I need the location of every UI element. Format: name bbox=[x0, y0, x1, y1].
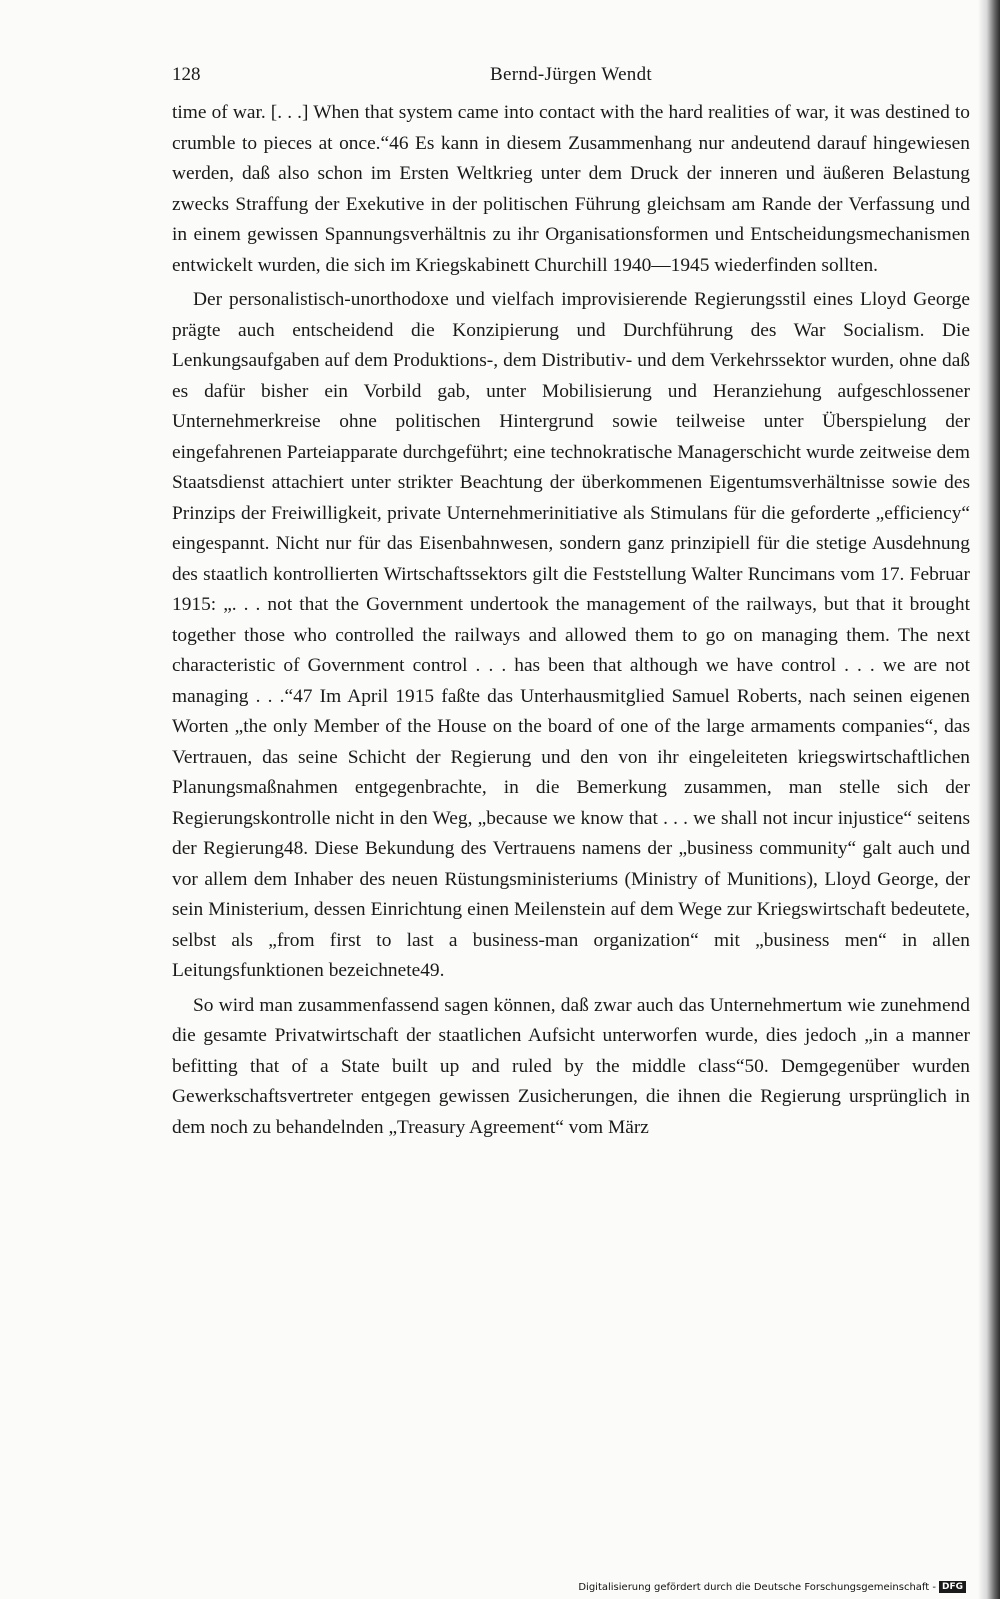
page-number: 128 bbox=[172, 64, 201, 85]
digitization-credit bbox=[578, 1581, 966, 1593]
running-head-author: Bernd-Jürgen Wendt bbox=[489, 64, 652, 85]
paragraph-3: So wird man zusammenfassend sagen können, daß zwar auch das Unternehmertum wie zunehmend die gesamte Privatwirtschaft der staatlichen Aufsicht unterworfen wurde, dies jedoch „in a manner befitting that of a State built up and ruled by the middle class“50. Demgegenüber wurden Gewerkschaftsvertreter entgegen gewissen Zusicherungen, die ihnen die Regierung ursprünglich in dem noch zu behandelnden „Treasury Agreement“ vom März bbox=[172, 994, 970, 1138]
dfg-logo: DFG bbox=[939, 1581, 966, 1593]
credit-text: Digitalisierung gefördert durch die Deutsche Forschungsgemeinschaft - bbox=[578, 1581, 936, 1593]
paragraph-2: Der personalistisch-unorthodoxe und vielfach improvisierende Regierungsstil eines Lloyd George prägte auch entscheidend die Konzipierung und Durchführung des War Socialism. Die Lenkungsaufgaben auf dem Produktions-, dem Distributiv- und dem Verkehrssektor wurden, ohne daß es dafür bisher ein Vorbild gab, unter Mobilisierung und Heranziehung aufgeschlossener Unternehmerkreise ohne politischen Hintergrund sowie teilweise unter Überspielung der eingefahrenen Parteiapparate durchgeführt; eine technokratische Managerschicht wurde zeitweise dem Staatsdienst attachiert unter strikter Beachtung der überkommenen Eigentumsverhältnisse sowie des Prinzips der Freiwilligkeit, private Unternehmerinitiative als Stimulans für die geforderte „efficiency“ eingespannt. Nicht nur für das Eisenbahnwesen, sondern ganz prinzipiell für die stetige Ausdehnung des staatlich kontrollierten Wirtschaftssektors gilt die Feststellung Walter Runcimans vom 17. Februar 1915: „. . . not that the Government undertook the management of the railways, but that it brought together those who controlled the railways and allowed them to go on managing them. The next characteristic of Government control . . . has been that although we have control . . . we are not managing . . .“47 Im April 1915 faßte das Unterhausmitglied Samuel Roberts, nach seinen eigenen Worten „the only Member of the House on the board of one of the large armaments companies“, das Vertrauen, das seine Schicht der Regierung und den von ihr eingeleiteten kriegswirtschaftlichen Planungsmaßnahmen entgegenbrachte, in die Bemerkung zusammen, man stelle sich der Regierungskontrolle nicht in den Weg, „because we know that . . . we shall not incur injustice“ seitens der Regierung48. Diese Bekundung des Vertrauens namens der „business community“ galt auch und vor allem dem Inhaber des neuen Rüstungsministeriums (Ministry of Munitions), Lloyd George, der sein Ministerium, dessen Einrichtung einen Meilenstein auf dem Wege zur Kriegswirtschaft bedeutete, selbst als „from first to last a business-man organization“ mit „business men“ in allen Leitungsfunktionen bezeichnete49. bbox=[172, 289, 970, 981]
page-header bbox=[172, 64, 970, 94]
body-text bbox=[172, 98, 970, 1143]
page-binding-shadow bbox=[978, 0, 1000, 1599]
paragraph-1: time of war. [. . .] When that system came into contact with the hard realities of war, it was destined to crumble to pieces at once.“46 Es kann in diesem Zusammenhang nur andeutend darauf hingewiesen werden, daß also schon im Ersten Weltkrieg unter dem Druck der inneren und äußeren Belastung zwecks Straffung der Exekutive in der politischen Führung gleichsam am Rande der Verfassung und in einem gewissen Spannungsverhältnis zu ihr Organisationsformen und Entscheidungsmechanismen entwickelt wurden, die sich im Kriegskabinett Churchill 1940—1945 wiederfinden sollten. bbox=[172, 102, 970, 276]
